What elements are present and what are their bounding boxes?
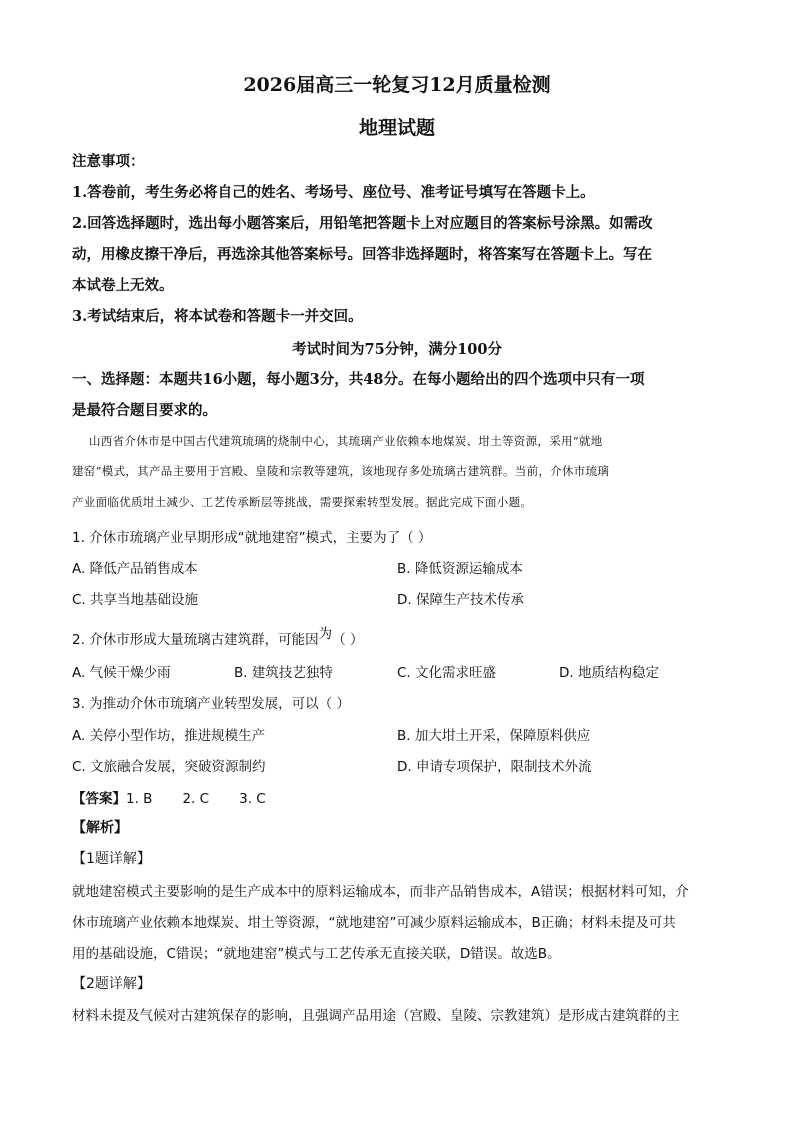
question-3-option-c: C. 文旅融合发展，突破资源制约 [72,759,266,775]
exam-subject: 地理试题 [358,117,435,139]
question-2-stem-text: 2. 介休市形成大量琉璃古建筑群，可能因 [72,632,319,648]
notice-item-1: 1.答卷前，考生务必将自己的姓名、考场号、座位号、准考证号填写在答题卡上。 [72,184,595,201]
question-3-option-a: A. 关停小型作坊，推进规模生产 [72,728,266,744]
detail-1-line-2: 休市琉璃产业依赖本地煤炭、坩土等资源，“就地建窑”可减少原料运输成本，B正确；材料未提及可共 [72,915,676,931]
question-2-option-d: D. 地质结构稳定 [559,665,659,681]
detail-1-line-3: 用的基础设施，C错误；“就地建窑”模式与工艺传承无直接关联，D错误。故选B。 [72,946,561,962]
question-1-option-a: A. 降低产品销售成本 [72,561,198,577]
answer-line [72,787,266,807]
notice-item-2-line-2: 动，用橡皮擦干净后，再选涂其他答案标号。回答非选择题时，将答案写在答题卡上。写在 [72,246,652,263]
notice-item-2-line-1: 2.回答选择题时，选出每小题答案后，用铅笔把答题卡上对应题目的答案标号涂黑。如需改 [72,215,653,232]
detail-1-line-1: 就地建窑模式主要影响的是生产成本中的原料运输成本，而非产品销售成本，A错误；根据材料可知，介 [72,884,689,900]
question-3-stem: 3. 为推动介休市琉璃产业转型发展，可以（ ） [72,696,350,712]
detail-2-tag: 【2题详解】 [72,976,151,992]
question-1-stem: 1. 介休市琉璃产业早期形成“就地建窑”模式，主要为了（ ） [72,530,432,546]
question-3-option-b: B. 加大坩土开采，保障原料供应 [397,728,591,744]
material-line-2: 建窑”模式，其产品主要用于宫殿、皇陵和宗教等建筑，该地现存多处琉璃古建筑群。当前，介休市琉璃 [72,464,610,478]
analysis-tag: 【解析】 [72,820,128,836]
question-3-option-d: D. 申请专项保护，限制技术外流 [397,759,592,775]
section-1-heading-line-1: 一、选择题：本题共16小题，每小题3分，共48分。在每小题给出的四个选项中只有一项 [72,371,645,388]
question-2-stem-raised-char: 为 [318,626,333,642]
question-2-stem-blank: （ ） [332,632,364,648]
question-1-option-b: B. 降低资源运输成本 [397,561,523,577]
detail-1-tag: 【1题详解】 [72,851,151,867]
detail-2-line-1: 材料未提及气候对古建筑保存的影响，且强调产品用途（宫殿、皇陵、宗教建筑）是形成古建筑群的主 [72,1008,680,1024]
answer-values: 1. B 2. C 3. C [126,791,266,807]
material-line-3: 产业面临优质坩土减少、工艺传承断层等挑战，需要探索转型发展。据此完成下面小题。 [72,495,533,509]
question-2-stem [72,628,363,648]
question-2-option-b: B. 建筑技艺独特 [234,665,333,681]
question-1-option-c: C. 共享当地基础设施 [72,592,199,608]
material-line-1: 山西省介休市是中国古代建筑琉璃的烧制中心，其琉璃产业依赖本地煤炭、坩土等资源，采用“就地 [89,434,603,448]
question-1-option-d: D. 保障生产技术传承 [397,592,524,608]
question-2-option-c: C. 文化需求旺盛 [397,665,497,681]
answer-tag: 【答案】 [72,791,126,807]
section-1-heading-line-2: 是最符合题目要求的。 [72,402,217,419]
notice-heading: 注意事项： [72,153,145,170]
exam-title: 2026届高三一轮复习12月质量检测 [243,74,551,96]
notice-item-3: 3.考试结束后，将本试卷和答题卡一并交回。 [72,308,363,325]
notice-item-2-line-3: 本试卷上无效。 [72,277,174,294]
question-2-option-a: A. 气候干燥少雨 [72,665,171,681]
exam-time-info: 考试时间为75分钟，满分100分 [292,341,502,358]
